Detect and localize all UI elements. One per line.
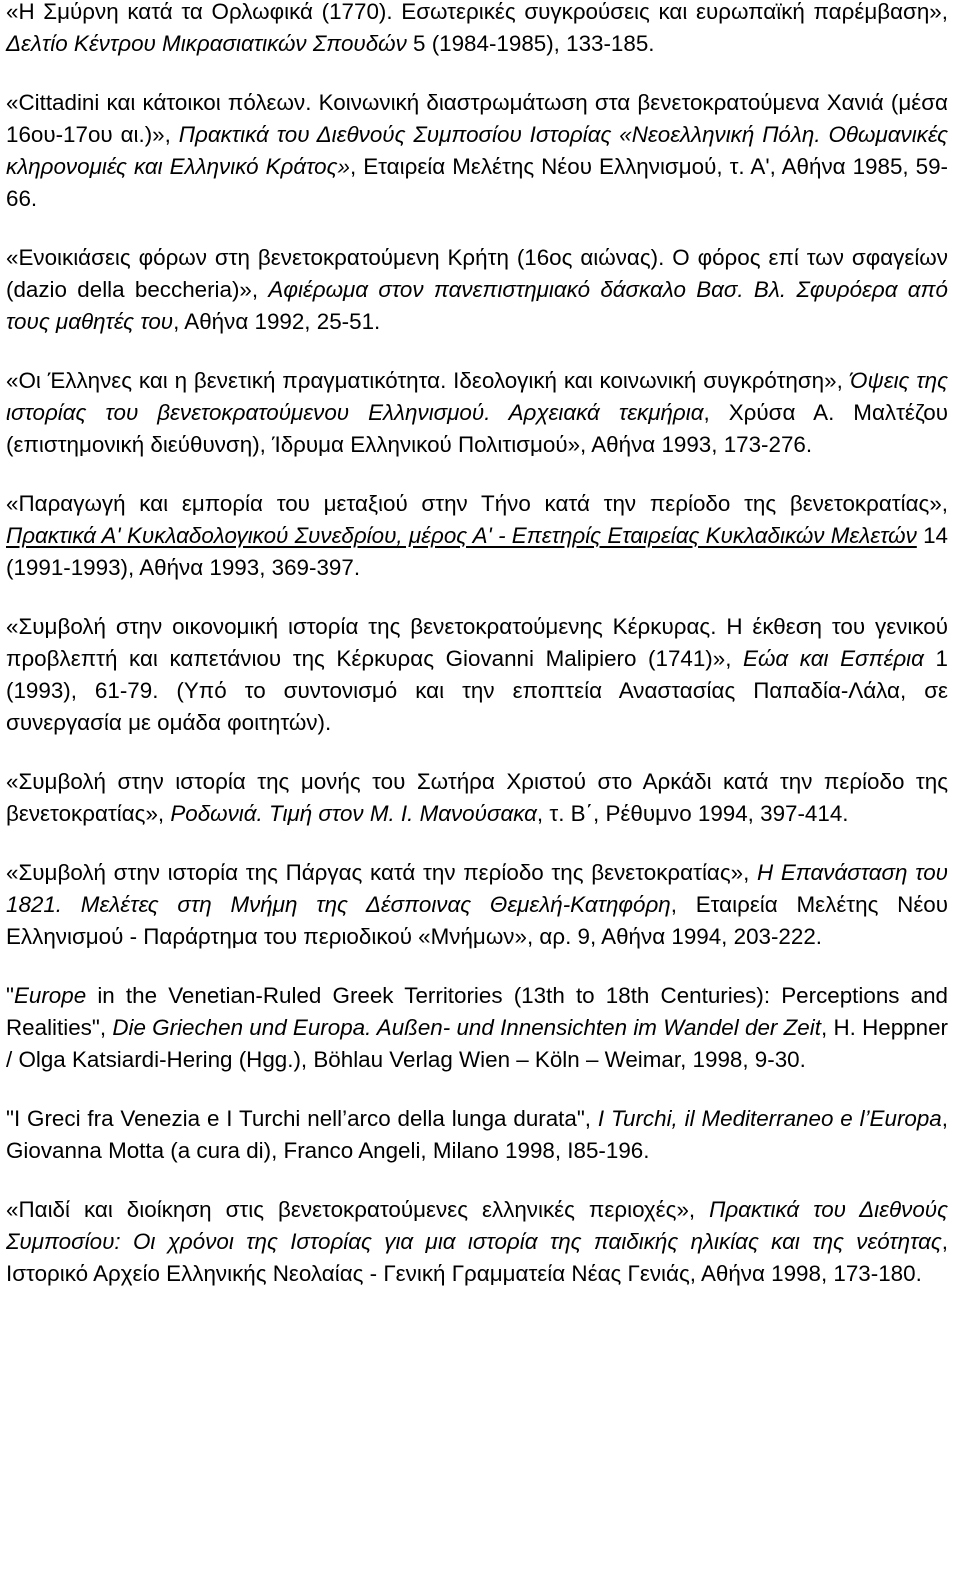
- entry-text: ": [6, 983, 14, 1008]
- entry-text: «Οι Έλληνες και η βενετική πραγματικότητα. Ιδεολογική και κοινωνική συγκρότηση»,: [6, 368, 850, 393]
- entry-text: «Συμβολή στην ιστορία της μονής του Σωτήρα Χριστού στο Αρκάδι κατά την περίοδο της βενετοκρατίας»,: [6, 769, 955, 826]
- entry-title-italic: Πρακτικά του Διεθνούς Συμποσίου: Οι χρόνοι της Ιστορίας για μια ιστορία της παιδικής ηλικίας και της νεότητας: [6, 1197, 955, 1254]
- entry-text: «Παραγωγή και εμπορία του μεταξιού στην Τήνο κατά την περίοδο της βενετοκρατίας»,: [6, 491, 955, 516]
- bibliography-entry: [6, 766, 955, 830]
- entry-text: , Χρύσα Α. Μαλτέζου (επιστημονική διεύθυνση), Ίδρυμα Ελληνικού Πολιτισμού», Αθήνα 1993, 173-276.: [6, 400, 955, 457]
- entry-text: «Η Σμύρνη κατά τα Ορλωφικά (1770). Εσωτερικές συγκρούσεις και ευρωπαϊκή παρέμβαση»,: [6, 0, 955, 24]
- bibliography-entry: [6, 87, 955, 215]
- bibliography-entry: [6, 611, 955, 739]
- entry-title-italic: Πρακτικά του Διεθνούς Συμποσίου Ιστορίας «Νεοελληνική Πόλη. Οθωμανικές κληρονομιές και Ελληνικό Κράτος»: [6, 122, 955, 179]
- bibliography-entry: [6, 857, 955, 953]
- entry-text: , Εταιρεία Μελέτης Νέου Ελληνισμού, τ. Α', Αθήνα 1985, 59-66.: [6, 154, 948, 211]
- entry-text: in the Venetian-Ruled Greek Territories (13th to 18th Centuries): Perceptions and Realities",: [6, 983, 955, 1040]
- bibliography-entry: [6, 1194, 955, 1290]
- entry-text: , H. Heppner / Olga Katsiardi-Hering (Hgg.), Böhlau Verlag Wien – Köln – Weimar, 1998, 9-30.: [6, 1015, 955, 1072]
- entry-title-italic: Η Επανάσταση του 1821. Μελέτες στη Μνήμη της Δέσποινας Θεμελή-Κατηφόρη: [6, 860, 955, 917]
- entry-title-italic: Europe: [13, 983, 87, 1008]
- entry-text: 5 (1984-1985), 133-185.: [406, 31, 655, 56]
- entry-title-italic: Ροδωνιά. Τιμή στον Μ. Ι. Μανούσακα: [170, 801, 537, 826]
- entry-title-italic: Όψεις της ιστορίας του βενετοκρατούμενου Ελληνισμού. Αρχειακά τεκμήρια: [6, 368, 955, 425]
- bibliography-entry: [6, 365, 955, 461]
- entry-text: , τ. Β΄, Ρέθυμνο 1994, 397-414.: [536, 801, 849, 826]
- entry-text: , Εταιρεία Μελέτης Νέου Ελληνισμού - Παράρτημα του περιοδικού «Μνήμων», αρ. 9, Αθήνα 1994, 203-222.: [6, 892, 955, 949]
- entry-text: «Συμβολή στην οικονομική ιστορία της βενετοκρατούμενης Κέρκυρας. Η έκθεση του γενικού προβλεπτή και καπετάνιου της Κέρκυρας Giovanni Malipiero (1741)»,: [6, 614, 955, 671]
- entry-text: «Συμβολή στην ιστορία της Πάργας κατά την περίοδο της βενετοκρατίας»,: [6, 860, 758, 885]
- bibliography-entry: [6, 1103, 955, 1167]
- entry-text: , Giovanna Motta (a cura di), Franco Angeli, Milano 1998, I85-196.: [6, 1106, 955, 1163]
- entry-text: "I Greci fra Venezia e I Turchi nell’arco della lunga durata",: [6, 1106, 598, 1131]
- bibliography-entry: [6, 488, 955, 584]
- entry-text: 14 (1991-1993), Αθήνα 1993, 369-397.: [6, 523, 955, 580]
- entry-title-italic: Αφιέρωμα στον πανεπιστημιακό δάσκαλο Βασ. Βλ. Σφυρόερα από τους μαθητές του: [6, 277, 955, 334]
- entry-text: «Ενοικιάσεις φόρων στη βενετοκρατούμενη Κρήτη (16ος αιώνας). Ο φόρος επί των σφαγείων (dazio della beccheria)»,: [6, 245, 955, 302]
- entry-text: «Παιδί και διοίκηση στις βενετοκρατούμενες ελληνικές περιοχές»,: [6, 1197, 710, 1222]
- entry-text: «Cittadini και κάτοικοι πόλεων. Κοινωνική διαστρωμάτωση στα βενετοκρατούμενα Χανιά (μέσα 16ου-17ου αι.)»,: [6, 90, 955, 147]
- bibliography-entry: [6, 0, 955, 60]
- bibliography-entry: [6, 980, 955, 1076]
- entry-text: 1 (1993), 61-79. (Υπό το συντονισμό και την εποπτεία Αναστασίας Παπαδία-Λάλα, σε συνεργασία με ομάδα φοιτητών).: [6, 646, 955, 735]
- entry-title-italic: Die Griechen und Europa. Außen- und Innensichten im Wandel der Zeit: [112, 1015, 821, 1040]
- entry-text: , Αθήνα 1992, 25-51.: [173, 309, 381, 334]
- entry-title-italic: Πρακτικά Α' Κυκλαδολογικού Συνεδρίου, μέρος Α' - Επετηρίς Εταιρείας Κυκλαδικών Μελετών: [6, 523, 917, 548]
- entry-title-italic: Δελτίο Κέντρου Μικρασιατικών Σπουδών: [6, 31, 407, 56]
- entry-title-italic: Εώα και Εσπέρια: [743, 646, 924, 671]
- entry-title-italic: I Turchi, il Mediterraneo e l’Europa: [597, 1106, 942, 1131]
- entry-text: , Ιστορικό Αρχείο Ελληνικής Νεολαίας - Γενική Γραμματεία Νέας Γενιάς, Αθήνα 1998, 173-180.: [6, 1229, 955, 1286]
- bibliography-entry: [6, 242, 955, 338]
